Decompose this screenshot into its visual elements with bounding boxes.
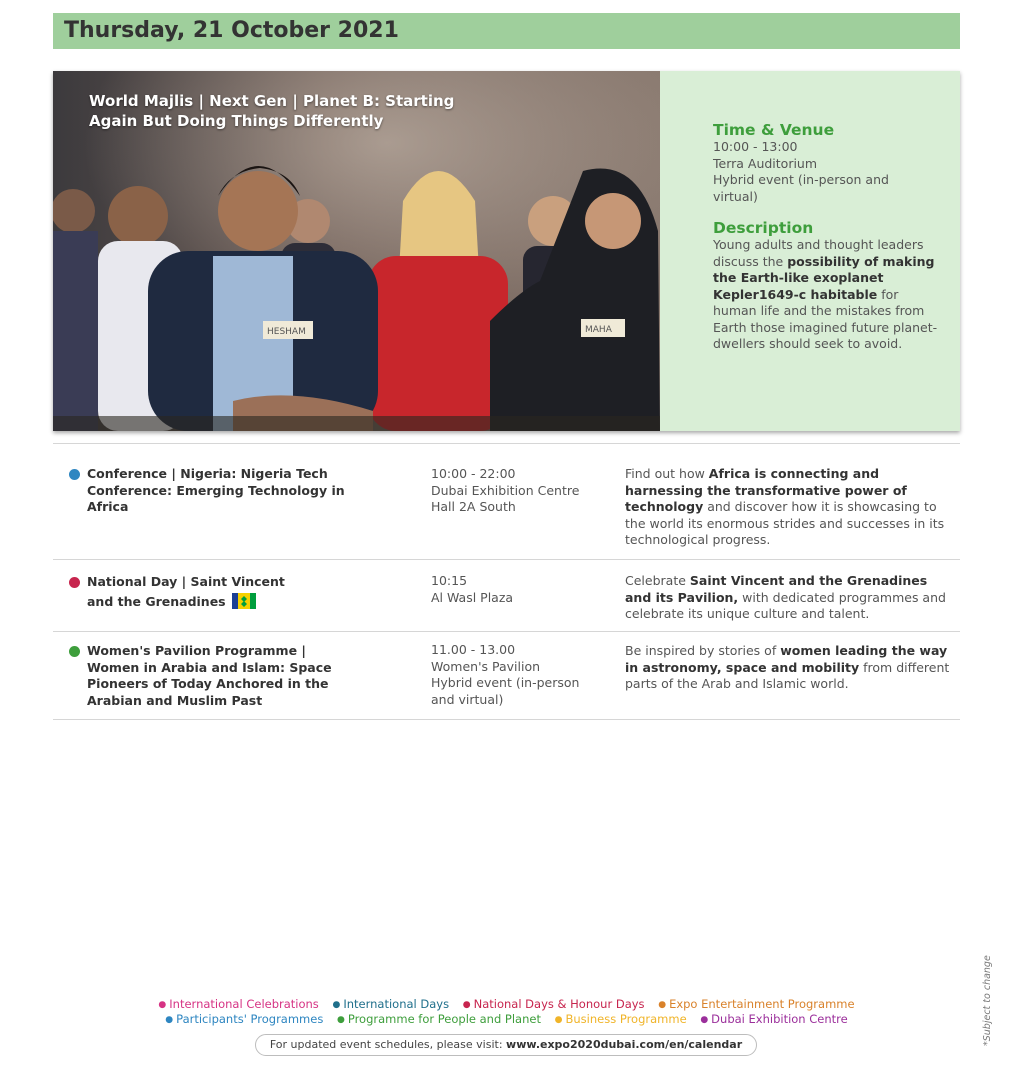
divider [53,559,960,560]
legend-item: ● Dubai Exhibition Centre [700,1012,848,1026]
legend-item: ● Participants' Programmes [165,1012,324,1026]
legend-item: ● National Days & Honour Days [462,997,645,1011]
event-row [53,466,960,556]
event-title: Women's Pavilion Programme | Women in Arabia and Islam: Space Pioneers of Today Anchored in the Arabian and Muslim Past [87,643,332,708]
event-row [53,573,960,628]
event-row [53,642,960,717]
event-description: Be inspired by stories of women leading the way in astronomy, space and mobility from different parts of the Arab and Islamic world. [625,643,950,691]
legend-item: ● Programme for People and Planet [336,1012,541,1026]
divider [53,719,960,720]
event-photo [53,71,660,431]
divider [53,443,960,444]
event-title: Conference | Nigeria: Nigeria Tech Conference: Emerging Technology in Africa [87,466,345,514]
featured-event-card [53,71,960,431]
category-dot [69,469,80,480]
legend-item: ● Business Programme [554,1012,687,1026]
divider [53,631,960,632]
badge-hesham: HESHAM [267,327,306,337]
legend-row [0,1011,1013,1028]
featured-format: Hybrid event (in-person and [713,172,889,187]
badge-maha: MAHA [585,325,612,335]
event-title: National Day | Saint Vincent and the Grenadines [87,574,285,609]
date-banner: Thursday, 21 October 2021 [53,13,960,49]
featured-description: Young adults and thought leaders discuss the possibility of making the Earth-like exoplanet Kepler1649-c habitable for human life and the mistakes from Earth those imagined future planet-dwellers should seek to avoid. [713,237,938,351]
category-dot [69,577,80,588]
featured-format-cont: virtual) [713,188,758,204]
event-description: Find out how Africa is connecting and harnessing the transformative power of technology and discover how it is showcasing to the world its enormous strides and successes in its technological progress. [625,466,945,547]
subject-to-change-note: *Subject to change [982,955,993,1046]
legend-item: ● International Celebrations [158,997,319,1011]
calendar-link-pill[interactable]: For updated event schedules, please visit: www.expo2020dubai.com/en/calendar [255,1034,757,1056]
featured-time: 10:00 - 13:00 [713,139,798,154]
calendar-url[interactable]: www.expo2020dubai.com/en/calendar [506,1038,743,1051]
featured-venue: Terra Auditorium [713,155,818,171]
time-venue-heading: Time & Venue [713,121,835,139]
category-dot [69,646,80,657]
featured-event-details [660,71,960,431]
legend-item: ● International Days [332,997,450,1011]
event-time-venue: 10:15 Al Wasl Plaza [431,573,514,605]
featured-event-title: World Majlis | Next Gen | Planet B: Starting Again But Doing Things Differently [89,92,455,130]
description-heading: Description [713,219,814,237]
legend-item: ● Expo Entertainment Programme [658,997,855,1011]
event-time-venue: 11.00 - 13.00 Women's Pavilion Hybrid event (in-person and virtual) [431,642,580,707]
event-time-venue: 10:00 - 22:00 Dubai Exhibition Centre Hall 2A South [431,466,580,514]
saint-vincent-flag-icon [232,593,256,609]
event-description: Celebrate Saint Vincent and the Grenadines and its Pavilion, with dedicated programmes and celebrate its unique culture and talent. [625,573,946,621]
